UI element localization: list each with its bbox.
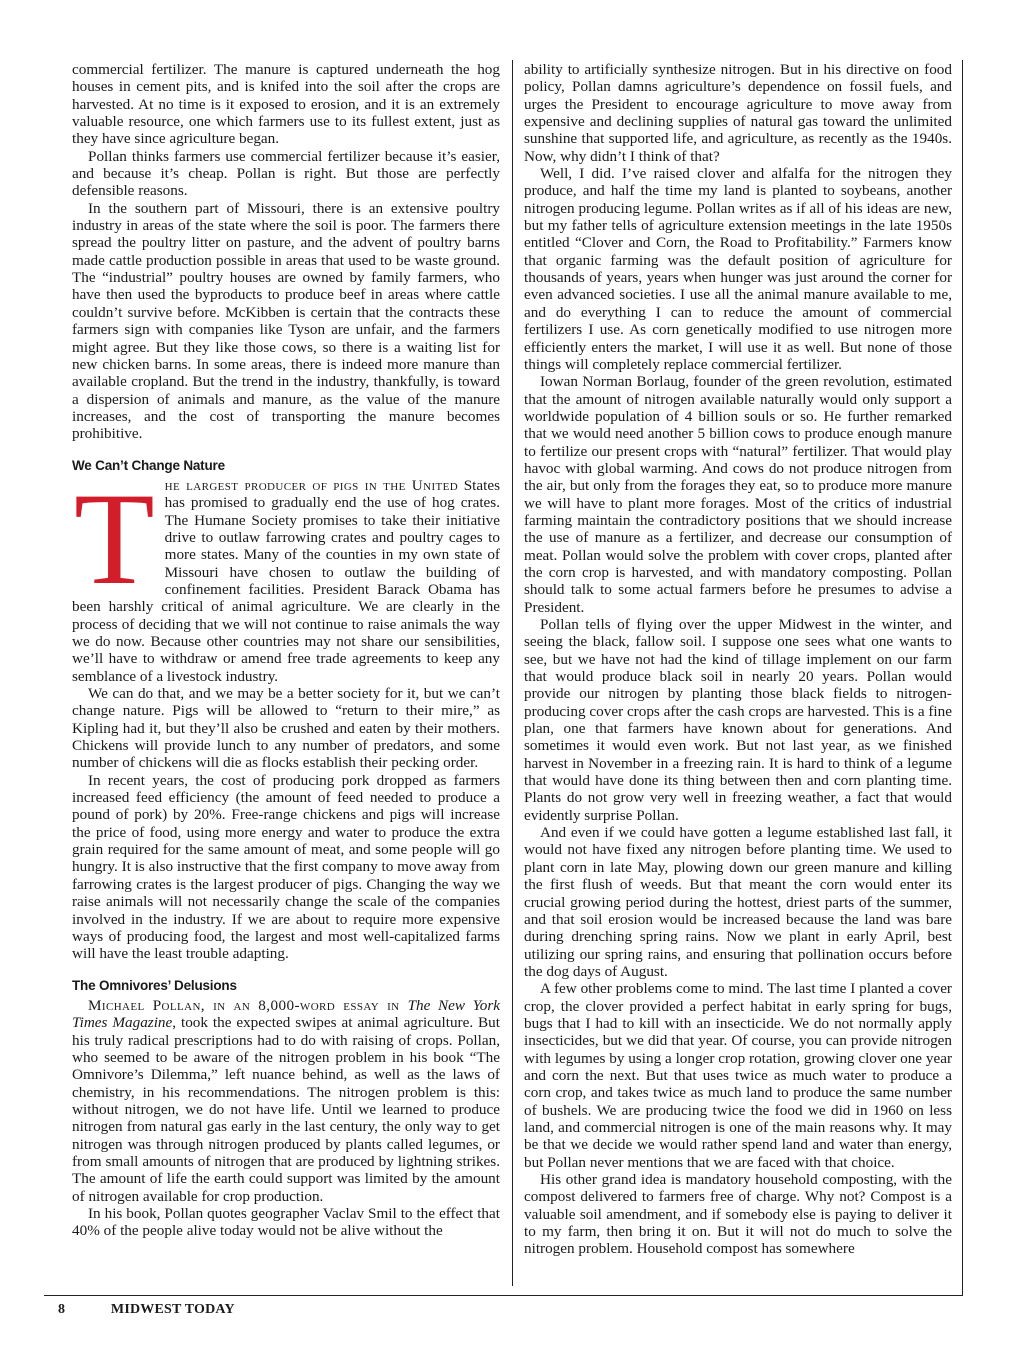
paragraph: In his book, Pollan quotes geographer Vaclav Smil to the effect that 40% of the people alive today would not be alive without the	[72, 1205, 500, 1240]
paragraph-text: States has promised to gradually end the use of hog crates. The Humane Society promises to take their initiative drive to outlaw farrowing crates and poultry cages to more states. Many of the counties in my own state of Missouri have chosen to outlaw the building of confinement facilities. President Barack Obama has been harshly critical of animal agriculture. We are clearly in the process of deciding that we will not continue to raise animals the way we do now. Because other countries may not share our sensibilities, we’ll have to withdraw or amend free trade agreements to keep any semblance of a livestock industry.	[72, 476, 501, 685]
paragraph: Iowan Norman Borlaug, founder of the green revolution, estimated that the amount of nitrogen available naturally would only support a worldwide population of 4 billion souls or so. He further remarked that we would need another 5 billion cows to produce enough manure to fertilize our present crops with “natural” fertilizer. That would play havoc with global warming. And cows do not produce nitrogen from the air, but only from the forages they eat, so to produce more manure we will have to plant more forages. Most of the critics of industrial farming maintain the contradictory positions that we should increase the use of manure as a fertilizer, and decrease our consumption of meat. Pollan would solve the problem with cover crops, planted after the corn crop is harvested, and with mandatory composting. Pollan should talk to some actual farmers before he presumes to advise a President.	[524, 373, 952, 616]
paragraph: Well, I did. I’ve raised clover and alfalfa for the nitrogen they produce, and half the time my land is planted to soybeans, another nitrogen producing legume. Pollan writes as if all of his ideas are new, but my father tells of agriculture extension meetings in the late 1950s entitled “Clover and Corn, the Road to Profitability.” Farmers know that organic farming was the default position of agriculture for thousands of years, years when hunger was just around the corner for even advanced societies. I use all the animal manure available to me, and do everything I can to reduce the amount of commercial fertilizers I use. As corn genetically modified to use nitrogen more efficiently enters the market, I will use it as well. But none of those things will completely replace commercial fertilizer.	[524, 165, 952, 373]
column-divider	[512, 60, 513, 1286]
paragraph: A few other problems come to mind. The last time I planted a cover crop, the clover provided a perfect habitat in early spring for bugs, bugs that I had to kill with an insecticide. We do not normally apply insecticides, but we did that year. Of course, you can provide nitrogen with legumes by using a longer crop rotation, growing clover one year and corn the next. But that uses twice as much water to produce a corn crop, and takes twice as much land to produce the same number of bushels. We are producing twice the food we did in 1960 on less land, and commercial nitrogen is one of the main reasons why. It may be that we decide we would rather spend land and water than energy, but Pollan never mentions that we are faced with that choice.	[524, 980, 952, 1171]
paragraph: And even if we could have gotten a legume established last fall, it would not have fixed any nitrogen before planting time. We used to plant corn in late May, plowing down our green manure and killing the first flush of weeds. But that meant the corn would enter its crucial growing period during the hottest, driest parts of the summer, and that soil erosion would be increased because the land was bare during drenching spring rains. Now we plant in early April, best utilizing our spring rains, and ensuring that pollination occurs before the dog days of August.	[524, 824, 952, 980]
section-heading: We Can’t Change Nature	[72, 457, 225, 473]
paragraph: ability to artificially synthesize nitrogen. But in his directive on food policy, Pollan damns agriculture’s dependence on fossil fuels, and urges the President to encourage agriculture to move away from expensive and declining supplies of natural gas toward the unlimited sunshine that supported life, and agriculture, as recently as the 1940s. Now, why didn’t I think of that?	[524, 61, 952, 165]
page-number: 8	[58, 1302, 66, 1317]
paragraph: In recent years, the cost of producing pork dropped as farmers increased feed efficiency (the amount of feed needed to produce a pound of pork) by 20%. Free-range chickens and pigs will increase the price of food, using more energy and water to produce the extra grain required for the same amount of meat, and some people will go hungry. It is also instructive that the first company to move away from farrowing crates is the largest producer of pigs. Changing the way we raise animals will not necessarily change the scale of the companies involved in the industry. If we are about to require more expensive ways of producing food, the largest and most well-capitalized farms will have the least trouble adapting.	[72, 771, 500, 963]
publication-name: MIDWEST TODAY	[110, 1302, 235, 1317]
left-column	[72, 61, 500, 1240]
page-footer	[58, 1302, 235, 1318]
paragraph: commercial fertilizer. The manure is captured underneath the hog houses in cement pits, and is knifed into the soil after the crops are harvested. At no time is it exposed to erosion, and it is an extremely valuable resource, one which farmers use to its fullest extent, just as they have since agriculture began.	[72, 61, 500, 148]
paragraph-text: , took the expected swipes at animal agriculture. But his truly radical prescriptions had to do with raising of crops. Pollan, who seemed to be aware of the nitrogen problem in his book “The Omnivore’s Dilemma,” left nuance behind, as well as the laws of chemistry, in his recommendations. The nitrogen problem is this: without nitrogen, we do not have life. Until we learned to produce nitrogen from natural gas early in the last century, the only way to get nitrogen was through nitrogen produced by plants called legumes, or from small amounts of nitrogen that are produced by lightning strikes. The amount of life the earth could support was limited by the amount of nitrogen available for crop production.	[72, 1014, 500, 1205]
magazine-title: The New York Times Magazine	[72, 996, 500, 1032]
paragraph: We can do that, and we may be a better society for it, but we can’t change nature. Pigs will be allowed to “return to their mire,” as Kipling had it, but they’ll also be crushed and eaten by their mothers. Chickens will provide lunch to any number of predators, and some number of chickens will die as flocks establish their pecking order.	[72, 685, 500, 772]
paragraph	[72, 997, 500, 1205]
lead-in-small-caps: Michael Pollan, in an 8,000-word essay in	[88, 996, 408, 1014]
page-frame-right	[962, 60, 963, 1296]
paragraph: Pollan tells of flying over the upper Midwest in the winter, and seeing the black, fallow soil. I suppose one sees what one wants to see, but we have not had the kind of tillage implement on our farm that would produce black soil in nearly 20 years. Pollan would provide our nitrogen by planting those black fields to nitrogen-producing cover crops after the cash crops are harvested. This is a fine plan, one that farmers have known about for generations. And sometimes it would even work. But not last year, as we finished harvest in November in a freezing rain. It is hard to think of a legume that would have done its thing between then and corn planting time. Plants do not grow very well in freezing weather, a fact that would evidently surprise Pollan.	[524, 616, 952, 824]
paragraph: In the southern part of Missouri, there is an extensive poultry industry in areas of the state where the soil is poor. The farmers there spread the poultry litter on pasture, and the advent of poultry barns made cattle production possible in areas that used to be waste ground. The “industrial” poultry houses are owned by family farmers, who have then used the byproducts to produce beef in areas where cattle couldn’t survive before. McKibben is certain that the contracts these farmers sign with companies like Tyson are unfair, and the farmers might agree. But they like those cows, so there is a waiting list for new chicken barns. In some areas, there is indeed more manure than available cropland. But the trend in the industry, thankfully, is toward a dispersion of animals and manure, as the value of the manure increases, and the cost of transporting the manure becomes prohibitive.	[72, 199, 500, 443]
drop-cap: T	[74, 464, 155, 612]
lead-in-small-caps: he largest producer of pigs in the United	[164, 476, 459, 494]
section-heading: The Omnivores’ Delusions	[72, 977, 237, 993]
right-column	[524, 61, 952, 1258]
paragraph: Pollan thinks farmers use commercial fertilizer because it’s easier, and because it’s cheap. Pollan is right. But those are perfectly defensible reasons.	[72, 147, 500, 200]
paragraph: His other grand idea is mandatory household composting, with the compost delivered to farmers free of charge. Why not? Compost is a valuable soil amendment, and if somebody else is paying to deliver it to my farm, then bring it on. But it will not do much to solve the nitrogen problem. Household compost has somewhere	[524, 1171, 952, 1258]
page-frame-bottom	[44, 1295, 963, 1296]
